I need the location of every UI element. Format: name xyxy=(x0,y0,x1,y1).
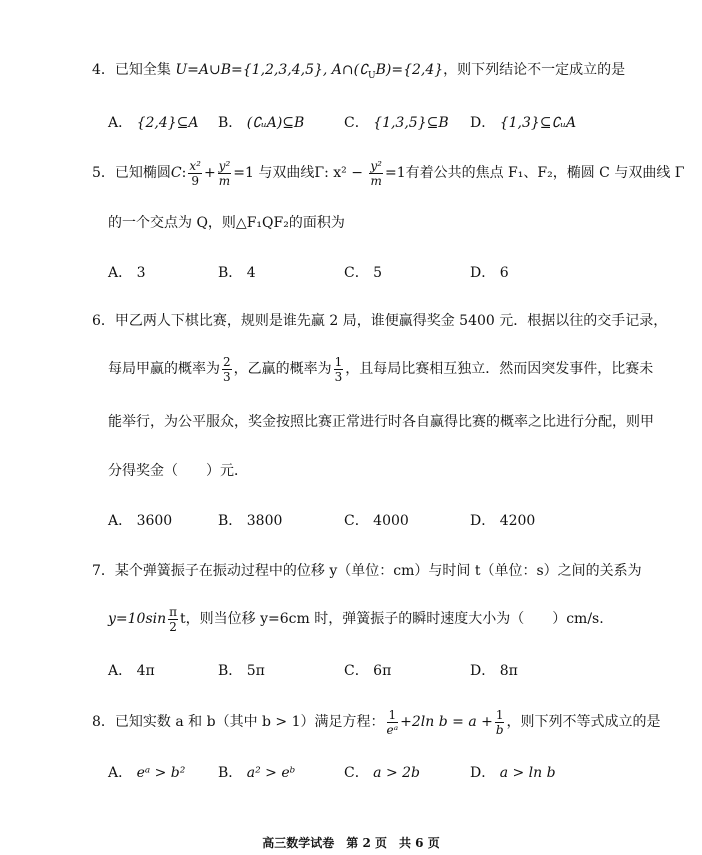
q7-option-d: D． 8π xyxy=(470,663,518,679)
q4-stem-suffix: ，则下列结论不一定成立的是 xyxy=(443,62,626,78)
q8-option-a: A． eᵃ > b² xyxy=(108,765,186,781)
q7-option-b: B． 5π xyxy=(218,663,265,679)
q5-option-a: A． 3 xyxy=(108,265,146,281)
q6-option-c: C． 4000 xyxy=(344,513,409,529)
q8-option-c: C． a > 2b xyxy=(344,765,421,781)
q4-option-a: A． {2,4}⊆A xyxy=(108,115,199,131)
q7-stem-line2: y=10sin $\frac{\pi}{2}$ t，则当位移 y=6cm 时，弹簧振子的瞬时速度大小为（ ）cm/s. xyxy=(108,604,604,634)
q4-stem: 4．已知全集 U=A∪B={1,2,3,4,5}, $A\cap(∁_UB)=\{2,4\}$，则下列结论不一定成立的是 xyxy=(92,62,626,81)
q6-option-d: D． 4200 xyxy=(470,513,536,529)
q6-option-b: B． 3800 xyxy=(218,513,283,529)
q5-option-c: C． 5 xyxy=(344,265,383,281)
q4-set-eq2: B)={2,4} xyxy=(375,62,444,78)
q5-option-b: B． 4 xyxy=(218,265,256,281)
q8-option-d: D． a > ln b xyxy=(470,765,556,781)
q5-stem-line2: 的一个交点为 Q，则△F₁QF₂的面积为 xyxy=(108,215,345,231)
page-footer: 高三数学试卷 第 2 页 共 6 页 xyxy=(262,836,440,850)
q6-stem-line3: 能举行，为公平服众，奖金按照比赛正常进行时各自赢得比赛的概率之比进行分配，则甲 xyxy=(108,414,654,430)
q6-option-a: A． 3600 xyxy=(108,513,173,529)
q4-option-d: D． {1,3}⊆∁ᵤA xyxy=(470,115,577,131)
q4-set-eq: U=A∪B={1,2,3,4,5}, A∩(∁ xyxy=(175,62,369,78)
q4-stem-prefix: 4．已知全集 xyxy=(92,62,176,78)
q6-stem-line4: 分得奖金（ ）元． xyxy=(108,463,248,479)
q4-option-b: B． (∁ᵤA)⊆B xyxy=(218,115,305,131)
q5-option-d: D． 6 xyxy=(470,265,509,281)
q7-stem-line1: 7．某个弹簧振子在振动过程中的位移 y（单位：cm）与时间 t（单位：s）之间的关系为 xyxy=(92,563,642,579)
q4-option-c: C． {1,3,5}⊆B xyxy=(344,115,449,131)
q8-stem-line1: 8．已知实数 a 和 b（其中 b > 1）满足方程： $\frac{1}{\text{eᵃ}}$ +2ln b = a + $\frac{1}{b}$ ，则下列不等式成立的是 xyxy=(92,707,661,737)
q7-option-c: C． 6π xyxy=(344,663,392,679)
q7-option-a: A． 4π xyxy=(108,663,155,679)
q8-option-b: B． a² > eᵇ xyxy=(218,765,296,781)
q6-stem-line1: 6．甲乙两人下棋比赛，规则是谁先赢 2 局，谁便赢得奖金 5400 元．根据以往的交手记录， xyxy=(92,313,668,329)
q5-stem-line1: 5．已知椭圆C: $\frac{\text{x²}}{9}$ + $\frac{\text{y²}}{m}$ =1 与双曲线Γ: x² − $\frac{\text{y²}}{m}$ =1有着公共的焦点 F₁、F₂，椭圆 C 与双曲线 Γ xyxy=(92,158,685,188)
q6-stem-line2: 每局甲赢的概率为 $\frac{2}{3}$ ，乙赢的概率为 $\frac{1}{3}$ ，且每局比赛相互独立．然而因突发事件，比赛未 xyxy=(108,354,654,384)
